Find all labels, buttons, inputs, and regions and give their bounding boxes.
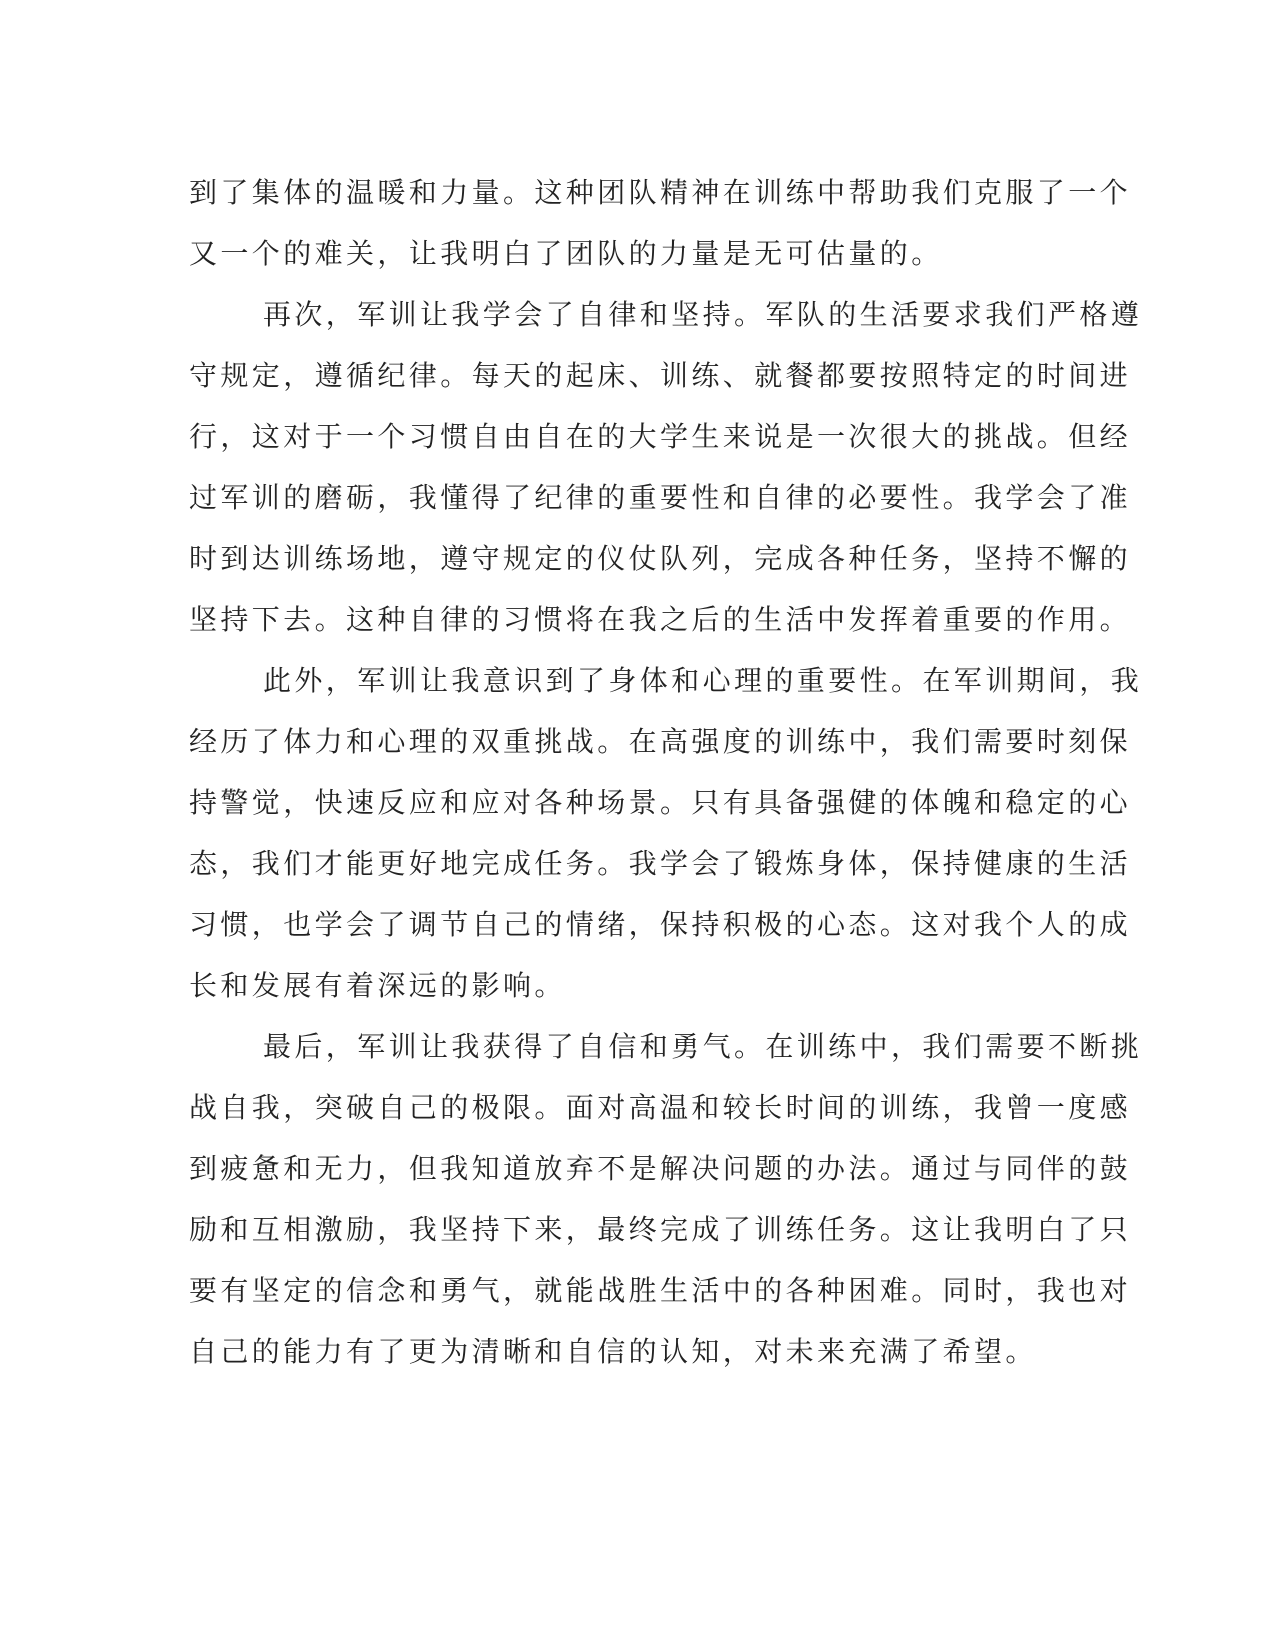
text-line: 要有坚定的信念和勇气，就能战胜生活中的各种困难。同时，我也对: [189, 1274, 1132, 1307]
text-line: 时到达训练场地，遵守规定的仪仗队列，完成各种任务，坚持不懈的: [189, 542, 1132, 575]
text-line: 战自我，突破自己的极限。面对高温和较长时间的训练，我曾一度感: [189, 1091, 1132, 1124]
document-body: [189, 162, 1143, 1382]
text-line: 守规定，遵循纪律。每天的起床、训练、就餐都要按照特定的时间进: [189, 359, 1132, 392]
text-line: 行，这对于一个习惯自由自在的大学生来说是一次很大的挑战。但经: [189, 420, 1132, 453]
text-line: 持警觉，快速反应和应对各种场景。只有具备强健的体魄和稳定的心: [189, 786, 1132, 819]
text-line: 长和发展有着深远的影响。: [189, 969, 566, 1002]
text-line: 坚持下去。这种自律的习惯将在我之后的生活中发挥着重要的作用。: [189, 603, 1132, 636]
paragraph-teamwork: [189, 162, 1132, 284]
text-line: 此外，军训让我意识到了身体和心理的重要性。在军训期间，我: [263, 664, 1143, 697]
text-line: 到疲惫和无力，但我知道放弃不是解决问题的办法。通过与同伴的鼓: [189, 1152, 1132, 1185]
text-line: 经历了体力和心理的双重挑战。在高强度的训练中，我们需要时刻保: [189, 725, 1132, 758]
paragraph-confidence: [189, 1016, 1143, 1382]
text-line: 又一个的难关，让我明白了团队的力量是无可估量的。: [189, 237, 943, 270]
text-line: 习惯，也学会了调节自己的情绪，保持积极的心态。这对我个人的成: [189, 908, 1132, 941]
paragraph-self-discipline: [189, 284, 1143, 650]
paragraph-body-and-mind: [189, 650, 1143, 1016]
text-line: 过军训的磨砺，我懂得了纪律的重要性和自律的必要性。我学会了准: [189, 481, 1132, 514]
text-line: 到了集体的温暖和力量。这种团队精神在训练中帮助我们克服了一个: [189, 176, 1132, 209]
text-line: 励和互相激励，我坚持下来，最终完成了训练任务。这让我明白了只: [189, 1213, 1132, 1246]
text-line: 最后，军训让我获得了自信和勇气。在训练中，我们需要不断挑: [263, 1030, 1143, 1063]
text-line: 态，我们才能更好地完成任务。我学会了锻炼身体，保持健康的生活: [189, 847, 1132, 880]
text-line: 再次，军训让我学会了自律和坚持。军队的生活要求我们严格遵: [263, 298, 1143, 331]
text-line: 自己的能力有了更为清晰和自信的认知，对未来充满了希望。: [189, 1335, 1037, 1368]
